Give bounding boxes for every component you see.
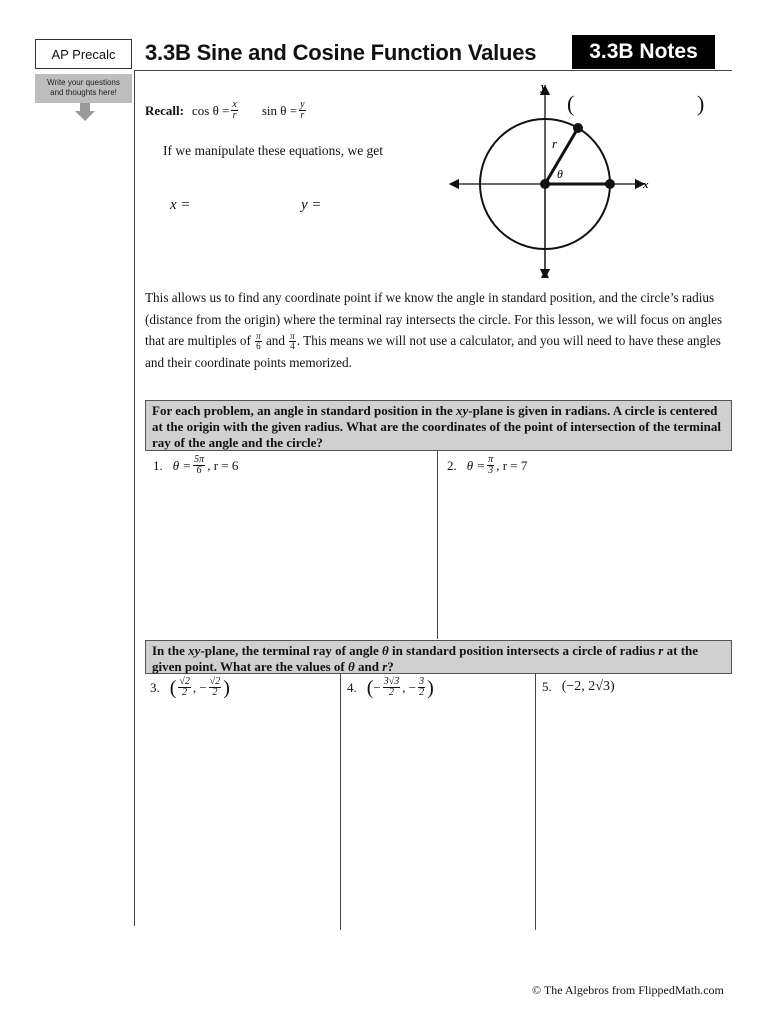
problem-2 — [447, 455, 527, 476]
point-open-paren: ( — [567, 91, 575, 116]
pi4-den: 4 — [290, 341, 295, 352]
problem-4-lead: − — [373, 679, 381, 695]
margin-rule — [134, 70, 135, 926]
paragraph-part2: . This means we will not use a calculator, and you will need to have these angles and their coordinate points memorized. — [145, 333, 721, 370]
manipulate-text: If we manipulate these equations, we get — [163, 143, 384, 158]
radius-label: r — [552, 136, 558, 151]
problem-1 — [153, 455, 238, 476]
s1-instr-xy: xy — [455, 403, 469, 418]
circle-point — [573, 123, 583, 133]
problem-1-frac-num: 5π — [194, 454, 205, 465]
problem-1-radius: , r = 6 — [207, 457, 239, 473]
section2-instructions — [145, 640, 732, 674]
problem-4-b-den: 2 — [419, 687, 425, 698]
theta-label: θ — [557, 167, 563, 181]
explanation-paragraph — [145, 287, 730, 373]
y-equation: y = — [301, 197, 322, 213]
s2-instr-theta2: θ — [347, 659, 355, 674]
problem-1-frac-den: 6 — [196, 465, 202, 476]
course-label: AP Precalc — [35, 39, 132, 69]
cos-lhs: cos θ = — [191, 102, 230, 118]
s2-instr-theta: θ — [382, 643, 389, 658]
problem-2-radius: , r = 7 — [496, 457, 528, 473]
problem-3: 3. ( $\frac{√2}{2}$ , − $\frac{√2}{2}$ ) — [150, 676, 230, 699]
sin-num: y — [300, 99, 305, 110]
section2-divider-2 — [535, 674, 536, 930]
recall-label: Recall: — [145, 102, 184, 118]
y-axis-label: y — [541, 81, 546, 93]
side-note-tab — [35, 74, 132, 103]
problem-3-frac-a — [178, 677, 191, 698]
problem-4-frac-b — [418, 677, 425, 698]
sin-den: r — [300, 110, 305, 121]
side-note-line1: Write your questions — [47, 78, 120, 87]
s2-instr-d: at the given point. What are the values of — [152, 643, 699, 674]
s2-instr-f: ? — [387, 659, 394, 674]
problem-1-fraction — [193, 455, 205, 476]
problem-3-a-den: 2 — [182, 687, 188, 698]
pi6-num: π — [256, 331, 261, 342]
x-equation: x = — [170, 197, 191, 213]
problem-4-a-den: 2 — [389, 687, 395, 698]
problem-2-number: 2. — [447, 457, 457, 473]
footer-copyright: © The Algebros from FlippedMath.com — [532, 983, 724, 997]
problem-5 — [542, 679, 615, 695]
recall-formulas — [145, 100, 308, 121]
header-rule — [134, 70, 732, 71]
section1-divider — [437, 451, 438, 639]
point-close-paren: ) — [697, 91, 705, 116]
side-note-line2: and thoughts here! — [50, 88, 117, 97]
down-arrow-icon — [74, 103, 96, 123]
section1-instructions — [145, 400, 732, 451]
problem-4-number: 4. — [347, 679, 357, 695]
notes-badge: 3.3B Notes — [572, 35, 715, 69]
problem-2-theta: θ = — [466, 457, 486, 473]
s2-instr-b: -plane, the terminal ray of angle — [200, 643, 383, 658]
problem-3-a-num: √2 — [179, 676, 190, 687]
s2-instr-c: in standard position intersects a circle of radius — [388, 643, 659, 658]
s2-instr-e: and — [354, 659, 383, 674]
paragraph-part1: This allows us to find any coordinate point if we know the angle in standard position, and the circle’s radius (distance from the origin) where the terminal ray intersects the circle. For this lesson, we will focus on angles that are multiples of — [145, 290, 723, 348]
problem-4-b-num: 3 — [419, 676, 425, 687]
s2-instr-r: r — [658, 643, 664, 658]
s1-instr-b: -plane is given in radians. A circle is centered at the origin with the given radius. What are the coordinates of the point of intersection of the terminal ray of the angle and the circle? — [152, 403, 721, 450]
s2-instr-xy: xy — [188, 643, 201, 658]
sin-fraction — [299, 100, 305, 121]
s2-instr-a: In the — [152, 643, 189, 658]
cos-den: r — [232, 110, 237, 121]
problem-3-number: 3. — [150, 679, 160, 695]
problem-5-number: 5. — [542, 679, 552, 694]
problem-3-b-num: √2 — [209, 676, 221, 687]
s1-instr-a: For each problem, an angle in standard position in the — [152, 403, 456, 418]
problem-4-a-num: 3√3 — [383, 676, 400, 687]
axis-point — [605, 179, 615, 189]
problem-1-theta: θ = — [172, 457, 192, 473]
problem-2-frac-num: π — [488, 454, 494, 465]
problem-4: 4. ( − $\frac{3√3}{2}$ , − $\frac{3}{2}$ ) — [347, 676, 434, 699]
s2-instr-r2: r — [382, 659, 388, 674]
unit-circle-diagram — [448, 78, 658, 278]
problem-2-frac-den: 3 — [488, 465, 494, 476]
section2-divider-1 — [340, 674, 341, 930]
cos-num: x — [232, 99, 237, 110]
problem-3-sep: , − — [192, 679, 207, 695]
problem-3-b-den: 2 — [212, 687, 218, 698]
pi6-den: 6 — [256, 341, 261, 352]
pi-over-6 — [255, 332, 262, 351]
problem-5-point: (−2, 2√3) — [561, 679, 615, 694]
origin-point — [540, 179, 550, 189]
problem-1-number: 1. — [153, 457, 163, 473]
x-axis-label: x — [643, 179, 649, 191]
problem-4-sep: , − — [402, 679, 417, 695]
problem-4-frac-a — [383, 677, 401, 698]
pi4-num: π — [290, 331, 295, 342]
paragraph-and: and — [265, 333, 285, 348]
page-title: 3.3B Sine and Cosine Function Values — [145, 40, 537, 65]
problem-3-frac-b — [209, 677, 222, 698]
sin-lhs: sin θ = — [261, 102, 298, 118]
pi-over-4 — [289, 332, 296, 351]
problem-2-fraction — [487, 455, 494, 476]
cos-fraction — [231, 100, 237, 121]
